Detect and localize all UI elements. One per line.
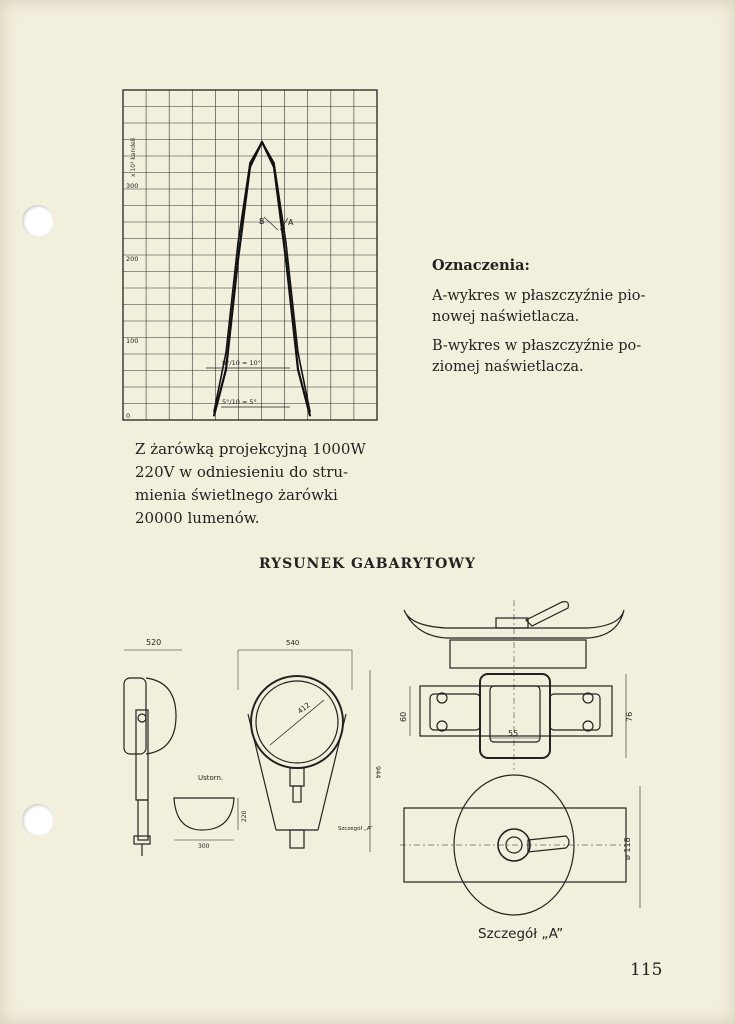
detail-a-side-view (399, 600, 634, 770)
dim-bracket-width: 300 (198, 843, 210, 850)
data-point (297, 369, 299, 371)
dim-bracket-height: 220 (241, 810, 248, 822)
dimensional-drawing (110, 590, 650, 920)
y-axis-label: x 10³ kandeli (130, 137, 137, 177)
label-leader (264, 217, 278, 230)
data-point (285, 259, 287, 261)
dim-side-width: 520 (146, 638, 162, 647)
data-point (225, 369, 227, 371)
side-view (124, 638, 182, 856)
data-point (213, 415, 215, 417)
curve-label-a: A (288, 218, 294, 227)
page-number: 115 (630, 960, 663, 980)
legend-title: Oznaczenia: (432, 257, 530, 274)
caption-line: 220V w odniesieniu do stru- (135, 463, 349, 481)
caption-line: mienia świetlnego żarówki (135, 486, 338, 504)
chart-grid (123, 90, 377, 420)
dim-60: 60 (399, 711, 408, 722)
data-point (225, 352, 227, 354)
legend (432, 255, 672, 386)
caption-line: 20000 lumenów. (135, 509, 260, 527)
data-point (285, 242, 287, 244)
detail-a-front-view (400, 775, 640, 915)
series-line (214, 142, 310, 416)
dim-76: 76 (625, 711, 634, 722)
series-b (213, 141, 311, 412)
data-point (309, 415, 311, 417)
series-a (213, 141, 311, 417)
bracket-label: Ustorn. (198, 774, 224, 782)
legend-entry-a: A-wykres w płaszczyźnie pio- nowej naświetlacza. (432, 288, 646, 325)
dim-front-width: 540 (286, 639, 300, 647)
annotation-bottom: 5°/10 ≈ 5° (222, 398, 257, 406)
y-tick-label: 200 (126, 255, 139, 263)
data-point (237, 259, 239, 261)
light-distribution-chart (118, 85, 383, 425)
chart-curves (213, 141, 311, 417)
data-point (237, 242, 239, 244)
bracket-view (174, 774, 248, 850)
data-point (213, 411, 215, 413)
annotation-top: 8°/10 ≈ 10° (222, 359, 261, 367)
caption-line: Z żarówką projekcyjną 1000W (135, 440, 366, 458)
dim-diameter: 412 (296, 701, 312, 716)
data-point (297, 352, 299, 354)
legend-entry-b: B-wykres w płaszczyźnie po- ziomej naświetlacza. (432, 338, 642, 375)
dim-55: 55 (508, 729, 519, 738)
data-point (249, 162, 251, 164)
section-title: RYSUNEK GABARYTOWY (258, 556, 477, 572)
punch-hole (22, 804, 54, 836)
data-point (273, 162, 275, 164)
chart-caption (135, 438, 367, 530)
dim-118: ø 118 (623, 837, 632, 860)
data-point (261, 141, 263, 143)
detail-reference: Szczegół „A” (338, 826, 373, 832)
dim-height: 944 (374, 766, 382, 779)
punch-hole (22, 205, 54, 237)
curve-label-b: B (259, 217, 265, 226)
detail-caption: Szczegół „A” (478, 926, 564, 942)
y-tick-label: 100 (126, 337, 139, 345)
y-tick-label: 300 (126, 182, 139, 190)
front-view (238, 639, 382, 852)
series-line (214, 142, 310, 412)
data-point (309, 411, 311, 413)
y-tick-label: 0 (126, 412, 131, 420)
